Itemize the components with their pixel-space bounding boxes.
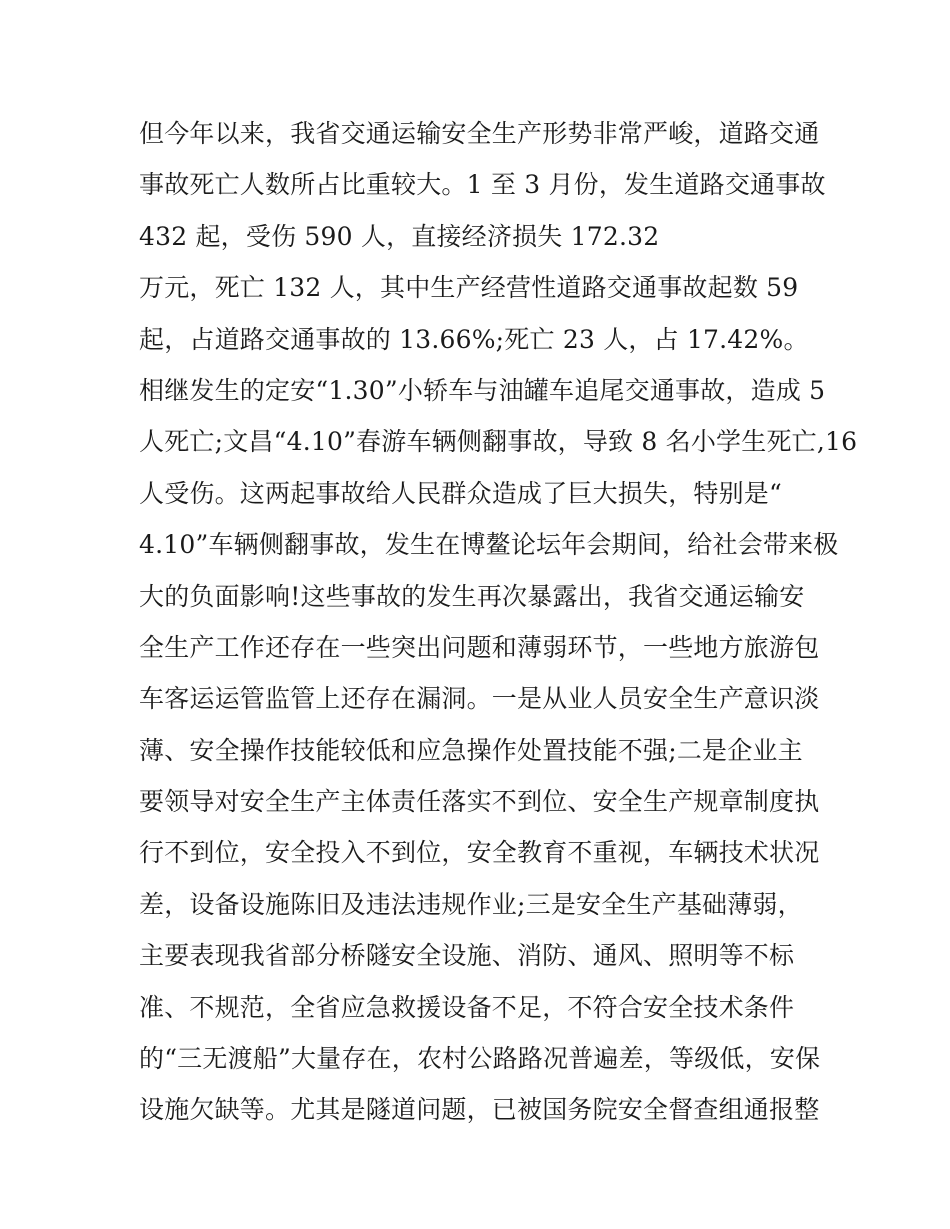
body-text bbox=[139, 108, 858, 1136]
text-line: 人死亡;文昌“4.10”春游车辆侧翻事故，导致 8 名小学生死亡,16 bbox=[139, 427, 858, 457]
text-line: 相继发生的定安“1.30”小轿车与油罐车追尾交通事故，造成 5 bbox=[139, 375, 826, 405]
text-line: 主要表现我省部分桥隧安全设施、消防、通风、照明等不标 bbox=[139, 941, 795, 971]
text-line: 大的负面影响!这些事故的发生再次暴露出，我省交通运输安 bbox=[139, 581, 805, 611]
text-line: 要领导对安全生产主体责任落实不到位、安全生产规章制度执 bbox=[139, 787, 820, 817]
text-line: 的“三无渡船”大量存在，农村公路路况普遍差，等级低，安保 bbox=[139, 1044, 821, 1074]
text-line: 但今年以来，我省交通运输安全生产形势非常严峻，道路交通 bbox=[139, 119, 820, 148]
text-line: 人受伤。这两起事故给人民群众造成了巨大损失，特别是“ bbox=[139, 478, 782, 508]
text-line: 车客运运管监管上还存在漏洞。一是从业人员安全生产意识淡 bbox=[139, 684, 820, 714]
text-line: 行不到位，安全投入不到位，安全教育不重视，车辆技术状况 bbox=[139, 838, 820, 868]
text-line: 差，设备设施陈旧及违法违规作业;三是安全生产基础薄弱， bbox=[139, 889, 803, 919]
text-line: 4.10”车辆侧翻事故，发生在博鳌论坛年会期间，给社会带来极 bbox=[139, 530, 839, 560]
text-line: 万元，死亡 132 人，其中生产经营性道路交通事故起数 59 bbox=[139, 273, 799, 303]
text-line: 起，占道路交通事故的 13.66%;死亡 23 人，占 17.42%。 bbox=[139, 324, 809, 354]
text-line: 薄、安全操作技能较低和应急操作处置技能不强;二是企业主 bbox=[139, 735, 803, 765]
text-line: 全生产工作还存在一些突出问题和薄弱环节，一些地方旅游包 bbox=[139, 632, 820, 662]
text-line: 准、不规范，全省应急救援设备不足，不符合安全技术条件 bbox=[139, 992, 795, 1022]
text-line: 432 起，受伤 590 人，直接经济损失 172.32 bbox=[139, 221, 660, 251]
text-line: 设施欠缺等。尤其是隧道问题，已被国务院安全督查组通报整 bbox=[139, 1095, 820, 1125]
text-line: 事故死亡人数所占比重较大。1 至 3 月份，发生道路交通事故 bbox=[139, 170, 826, 200]
